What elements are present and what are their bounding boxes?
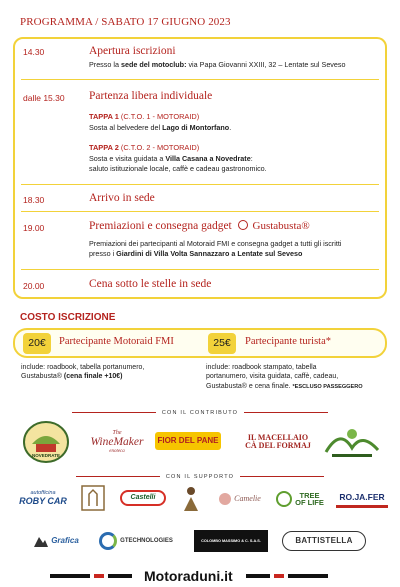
footer-stripe — [274, 574, 284, 578]
gtechnologies-logo: GTECHNOLOGIES — [96, 530, 176, 552]
camelie-logo: Camelie — [212, 488, 268, 510]
event-title: Arrivo in sede — [89, 192, 155, 204]
event-desc: Premiazioni dei partecipanti al Motoraid FMI e consegna gadget a tutti gli iscritti presso i Giardini di Villa Volta Sannazzaro a Lentate sul Seveso — [89, 239, 342, 258]
event-title: Cena sotto le stelle in sede — [89, 278, 212, 290]
footer-stripe — [108, 574, 132, 578]
macellaio-logo: IL MACELLAIO CÀ DEL FORMAJ — [245, 432, 311, 450]
price-badge: 20€ — [23, 333, 51, 354]
price-badge: 25€ — [208, 333, 236, 354]
event-time: 19.00 — [23, 223, 45, 233]
tree-of-life-logo: TREE OF LIFE — [272, 486, 328, 512]
divider — [21, 184, 379, 185]
event-time: 14.30 — [23, 47, 45, 57]
roby-car-logo: autofficina ROBY CAR — [19, 490, 67, 507]
novedrate-logo: NOVEDRATE — [22, 420, 70, 464]
programma-box — [13, 37, 387, 299]
tappa-title: TAPPA 1 (C.T.O. 1 - MOTORAID) — [89, 112, 200, 121]
include-text: include: roadbook stampato, tabella portanumero, visita guidata, caffè, cadeau, Gustabusta® e cena finale. *ESCLUSO PASSEGGERO — [206, 364, 363, 390]
footer-stripe — [288, 574, 328, 578]
divider — [21, 211, 379, 212]
divider — [21, 79, 379, 80]
agricola-logo — [322, 422, 382, 460]
costo-title: COSTO ISCRIZIONE — [20, 312, 116, 323]
footer-stripe — [94, 574, 104, 578]
cost-bar — [13, 328, 387, 358]
price-label: Partecipante Motoraid FMI — [59, 336, 174, 347]
event-time: 20.00 — [23, 281, 45, 291]
event-title: Premiazioni e consegna gadget Gustabusta® — [89, 220, 310, 232]
tappa-desc: Sosta al belvedere del Lago di Montorfano. — [89, 123, 232, 132]
battistella-logo: BATTISTELLA — [282, 531, 366, 551]
footer-stripe — [50, 574, 90, 578]
gustabusta-icon — [238, 220, 248, 230]
supporto-label: CON IL SUPPORTO — [0, 474, 400, 480]
contributo-label: CON IL CONTRIBUTO — [0, 410, 400, 416]
tappa-desc: Sosta e visita guidata a Villa Casana a Novedrate: saluto istituzionale locale, caffè e cadeau gastronomico. — [89, 154, 267, 173]
colombo-logo: COLOMBO MASSIMO & C. S.A.S. — [194, 530, 268, 552]
tower-logo — [80, 484, 106, 512]
fior-del-pane-logo: FIOR DEL PANE — [155, 432, 221, 450]
rojafer-logo: RO.JA.FER — [336, 490, 388, 508]
figure-logo — [180, 485, 202, 513]
event-time: 18.30 — [23, 195, 45, 205]
castelli-logo: Castelli — [120, 490, 166, 506]
grafica-logo: Grafica — [30, 531, 82, 551]
site-link[interactable]: Motoraduni.it — [144, 568, 233, 584]
tappa-title: TAPPA 2 (C.T.O. 2 - MOTORAID) — [89, 143, 200, 152]
footer — [0, 565, 400, 587]
event-title: Apertura iscrizioni — [89, 45, 176, 57]
programma-title: PROGRAMMA / SABATO 17 GIUGNO 2023 — [20, 16, 231, 28]
divider — [21, 269, 379, 270]
event-desc: Presso la sede del motoclub: via Papa Giovanni XXIII, 32 – Lentate sul Seveso — [89, 60, 346, 69]
include-text: include: roadbook, tabella portanumero, Gustabusta® (cena finale +10€) — [21, 364, 145, 381]
winemaker-logo: The WineMaker enoteca — [90, 430, 144, 454]
event-time: dalle 15.30 — [23, 93, 65, 103]
event-title: Partenza libera individuale — [89, 90, 213, 102]
footer-stripe — [246, 574, 270, 578]
price-label: Partecipante turista* — [245, 336, 332, 347]
